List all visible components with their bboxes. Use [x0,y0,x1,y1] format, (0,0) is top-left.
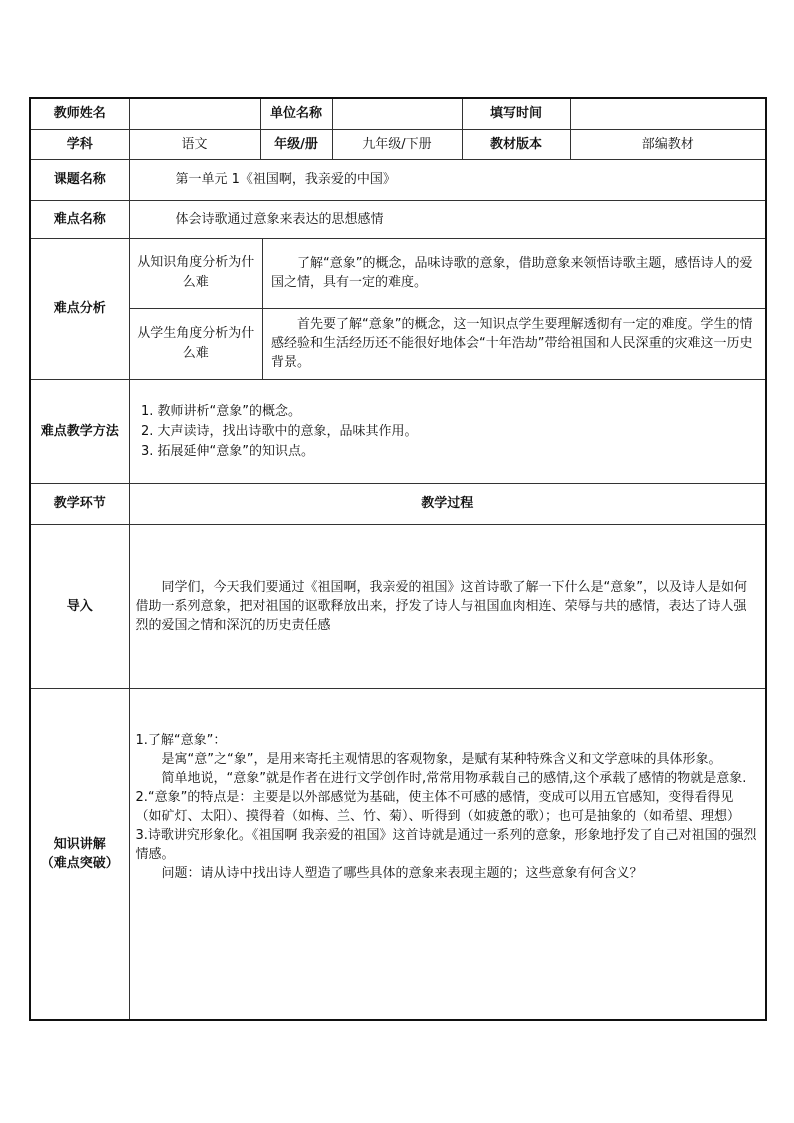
knowledge-row [30,688,766,1020]
fill-time-label: 填写时间 [462,98,570,129]
knowledge-paragraph-5: 3.诗歌讲究形象化。《祖国啊 我亲爱的祖国》这首诗就是通过一系列的意象，形象地抒发了自己对祖国的强烈情感。 [135,827,757,862]
knowledge-angle-paragraph: 了解“意象”的概念，品味诗歌的意象，借助意象来领悟诗歌主题，感悟诗人的爱国之情，具有一定的难度。 [271,256,753,291]
unit-name-value [332,98,462,129]
knowledge-label-line2: （难点突破） [40,855,119,871]
intro-row [30,524,766,688]
grade-label: 年级/册 [260,129,332,159]
analysis-subtable [130,239,766,379]
lesson-title-row [30,159,766,200]
knowledge-body [129,688,766,1020]
lesson-plan-table [29,97,767,1021]
analysis-knowledge-row [130,239,766,309]
student-angle-label: 从学生角度分析为什么难 [130,309,263,379]
method-item: 2. 大声读诗，找出诗歌中的意象，品味其作用。 [158,422,760,441]
student-angle-text [263,309,766,379]
fill-time-value [570,98,766,129]
methods-row [30,379,766,483]
knowledge-paragraph-3: 简单地说，“意象”就是作者在进行文学创作时,常常用物承载自己的感情,这个承载了感情的物就是意象. [161,770,747,786]
edition-value: 部编教材 [570,129,766,159]
edition-label: 教材版本 [462,129,570,159]
knowledge-label [30,688,129,1020]
knowledge-paragraph-6: 问题：请从诗中找出诗人塑造了哪些具体的意象来表现主题的；这些意象有何含义？ [161,865,643,881]
process-header-row [30,483,766,524]
intro-label: 导入 [30,524,129,688]
knowledge-paragraph-4: 2.“意象”的特点是：主要是以外部感觉为基础，使主体不可感的感情，变成可以用五官感知，变得看得见（如矿灯、太阳）、摸得着（如梅、兰、竹、菊）、听得到（如疲惫的歌）；也可是抽象的（如希望、理想） [135,789,741,824]
subject-value: 语文 [129,129,260,159]
difficulty-label: 难点名称 [30,200,129,238]
knowledge-angle-text [263,239,766,309]
teaching-process-label: 教学过程 [129,483,766,524]
analysis-label: 难点分析 [30,238,129,379]
analysis-row [30,238,766,379]
analysis-student-row [130,309,766,379]
knowledge-angle-label: 从知识角度分析为什么难 [130,239,263,309]
methods-label: 难点教学方法 [30,379,129,483]
knowledge-label-line1: 知识讲解 [53,836,106,852]
intro-paragraph: 同学们，今天我们要通过《祖国啊，我亲爱的祖国》这首诗歌了解一下什么是“意象”，以及诗人是如何借助一系列意象，把对祖国的讴歌释放出来，抒发了诗人与祖国血肉相连、荣辱与共的感情，表达了诗人强烈的爱国之情和深沉的历史责任感 [135,579,747,633]
knowledge-paragraph-2: 是寓“意”之“象”，是用来寄托主观情思的客观物象，是赋有某种特殊含义和文学意味的具体形象。 [161,751,722,767]
method-item: 1. 教师讲析“意象”的概念。 [158,402,760,421]
grade-value: 九年级/下册 [332,129,462,159]
difficulty-value: 体会诗歌通过意象来表达的思想感情 [129,200,766,238]
lesson-title-label: 课题名称 [30,159,129,200]
lesson-plan-form [29,97,765,1021]
unit-name-label: 单位名称 [260,98,332,129]
student-angle-paragraph: 首先要了解“意象”的概念，这一知识点学生要理解透彻有一定的难度。学生的情感经验和生活经历还不能很好地体会“十年浩劫”带给祖国和人民深重的灾难这一历史背景。 [271,317,753,371]
difficulty-row [30,200,766,238]
methods-body [129,379,766,483]
teacher-name-value [129,98,260,129]
intro-body [129,524,766,688]
subject-label: 学科 [30,129,129,159]
teacher-name-label: 教师姓名 [30,98,129,129]
method-item: 3. 拓展延伸“意象”的知识点。 [158,442,760,461]
header-row [30,98,766,129]
knowledge-paragraph-1: 1.了解“意象”： [135,732,227,748]
methods-list [136,402,760,461]
analysis-body [129,238,766,379]
info-row [30,129,766,159]
lesson-title-value: 第一单元 1《祖国啊，我亲爱的中国》 [129,159,766,200]
teaching-stage-label: 教学环节 [30,483,129,524]
